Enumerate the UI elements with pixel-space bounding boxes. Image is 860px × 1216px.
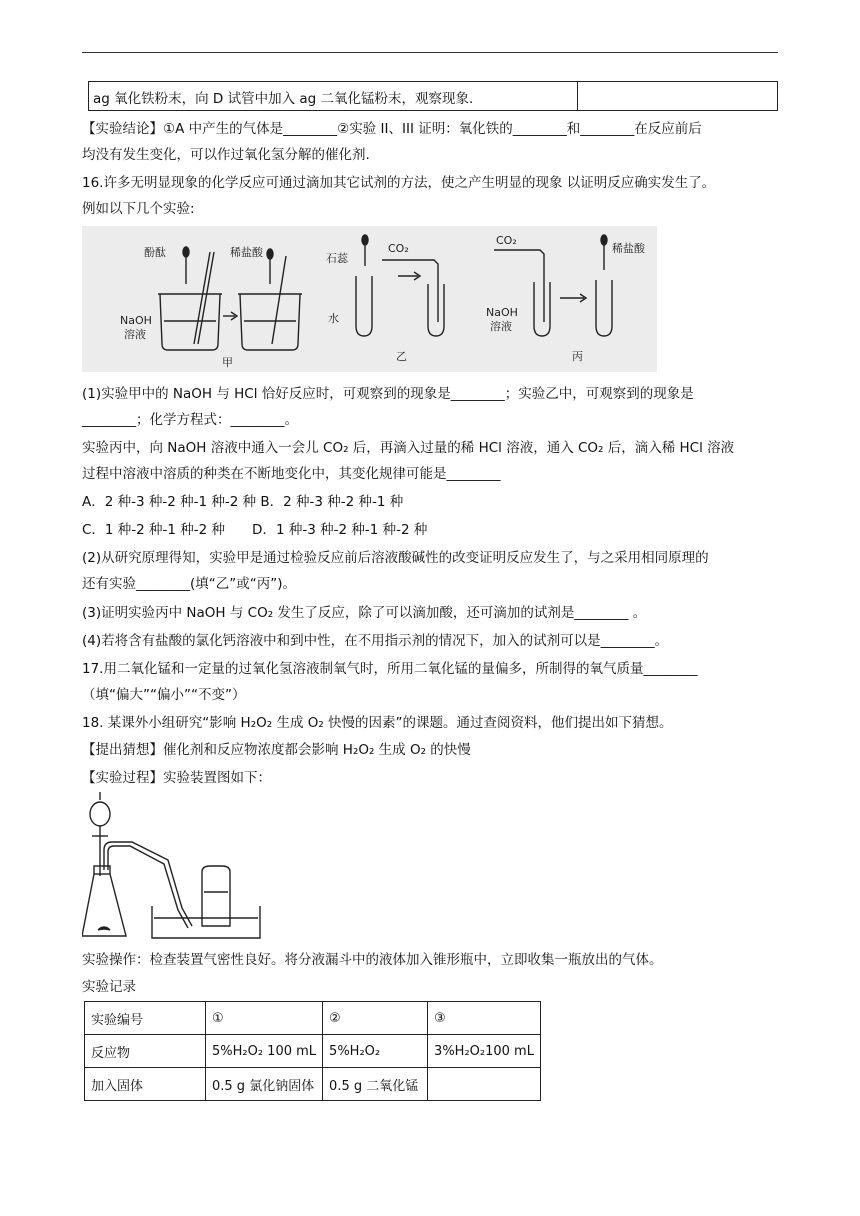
- table-cell: 0.5 g 二氧化锰: [323, 1068, 428, 1101]
- fig-label-phenol: 酚酞: [144, 246, 166, 259]
- experiment-record-table: [84, 1001, 541, 1101]
- q18-intro: 18. 某课外小组研究“影响 H₂O₂ 生成 O₂ 快慢的因素”的课题。通过查阅资料，他们提出如下猜想。: [82, 715, 673, 731]
- fig-label-naoh-1: NaOH: [120, 314, 152, 327]
- fig-label-litmus: 石蕊: [326, 252, 348, 265]
- table-cell: 反应物: [85, 1035, 206, 1068]
- fig-label-jia: 甲: [222, 356, 233, 369]
- table-cell: ③: [428, 1002, 541, 1035]
- q16-part4: (4)若将含有盐酸的氯化钙溶液中和到中性，在不用指示剂的情况下，加入的试剂可以是________。: [82, 633, 669, 649]
- previous-table-fragment: [88, 81, 778, 111]
- q16-part3: (3)证明实验丙中 NaOH 与 CO₂ 发生了反应，除了可以滴加酸，还可滴加的试剂是________ 。: [82, 605, 647, 621]
- q16-intro: 16.许多无明显现象的化学反应可通过滴加其它试剂的方法，使之产生明显的现象 以证明反应确实发生了。: [82, 175, 716, 191]
- q16-part1-a: (1)实验甲中的 NaOH 与 HCl 恰好反应时，可观察到的现象是________；实验乙中，可观察到的现象是: [82, 386, 694, 402]
- fig-label-hcl-1: 稀盐酸: [230, 246, 263, 259]
- table-row: [85, 1068, 541, 1101]
- fig-label-water: 水: [328, 312, 339, 325]
- q16-intro-2: 例如以下几个实验:: [82, 201, 195, 217]
- table-cell: 3%H₂O₂100 mL: [428, 1035, 541, 1068]
- table-cell: 实验编号: [85, 1002, 206, 1035]
- header-rule: [82, 52, 778, 53]
- table-cell: ②: [323, 1002, 428, 1035]
- q17-line-2: （填“偏大”“偏小”“不变”）: [82, 687, 246, 703]
- q16-options-cd: C．1 种-2 种-1 种-2 种 D．1 种-3 种-2 种-1 种-2 种: [82, 522, 428, 538]
- fig-label-naoh-2: NaOH: [486, 306, 518, 319]
- table-cell: 5%H₂O₂: [323, 1035, 428, 1068]
- table-cell: [428, 1068, 541, 1101]
- table-row: [85, 1035, 541, 1068]
- experiment-figure-jia-yi-bing: [82, 226, 657, 372]
- q18-record-title: 实验记录: [82, 979, 136, 995]
- q16-bing-line-1: 实验丙中，向 NaOH 溶液中通入一会儿 CO₂ 后，再滴入过量的稀 HCl 溶液，通入 CO₂ 后，滴入稀 HCl 溶液: [82, 440, 735, 456]
- fig-label-solution-2: 溶液: [490, 320, 512, 333]
- previous-table-cell: ag 氧化铁粉末，向 D 试管中加入 ag 二氧化锰粉末，观察现象.: [89, 82, 578, 110]
- table-cell: 加入固体: [85, 1068, 206, 1101]
- q17-line-1: 17.用二氧化锰和一定量的过氧化氢溶液制氧气时，所用二氧化锰的量偏多，所制得的氧气质量________: [82, 661, 698, 677]
- gas-collection-apparatus-figure: [82, 790, 262, 945]
- q16-options-ab: A．2 种-3 种-2 种-1 种-2 种 B．2 种-3 种-2 种-1 种: [82, 494, 404, 510]
- table-cell: 5%H₂O₂ 100 mL: [206, 1035, 323, 1068]
- table-row: [85, 1002, 541, 1035]
- table-cell: 0.5 g 氯化钠固体: [206, 1068, 323, 1101]
- q16-bing-line-2: 过程中溶液中溶质的种类在不断地变化中，其变化规律可能是________: [82, 466, 501, 482]
- conclusion-line-1: 【实验结论】①A 中产生的气体是________②实验 II、III 证明：氧化铁的________和________在反应前后: [82, 121, 702, 137]
- conclusion-line-2: 均没有发生变化，可以作过氧化氢分解的催化剂.: [82, 147, 370, 163]
- q16-part2-b: 还有实验________(填“乙”或“丙”)。: [82, 576, 297, 592]
- fig-label-hcl-2: 稀盐酸: [612, 242, 645, 255]
- fig-label-solution-1: 溶液: [124, 328, 146, 341]
- q18-process: 【实验过程】实验装置图如下：: [82, 770, 271, 786]
- fig-label-co2-b: CO₂: [496, 234, 517, 247]
- table-cell: ①: [206, 1002, 323, 1035]
- fig-label-bing: 丙: [572, 350, 583, 363]
- q16-part1-b: ________；化学方程式：________。: [82, 412, 298, 428]
- fig-label-yi: 乙: [396, 350, 407, 363]
- fig-label-co2-a: CO₂: [388, 242, 409, 255]
- q16-part2-a: (2)从研究原理得知，实验甲是通过检验反应前后溶液酸碱性的改变证明反应发生了，与之采用相同原理的: [82, 550, 709, 566]
- q18-hypothesis: 【提出猜想】催化剂和反应物浓度都会影响 H₂O₂ 生成 O₂ 的快慢: [82, 742, 471, 758]
- q18-operation: 实验操作：检查装置气密性良好。将分液漏斗中的液体加入锥形瓶中，立即收集一瓶放出的气体。: [82, 952, 663, 968]
